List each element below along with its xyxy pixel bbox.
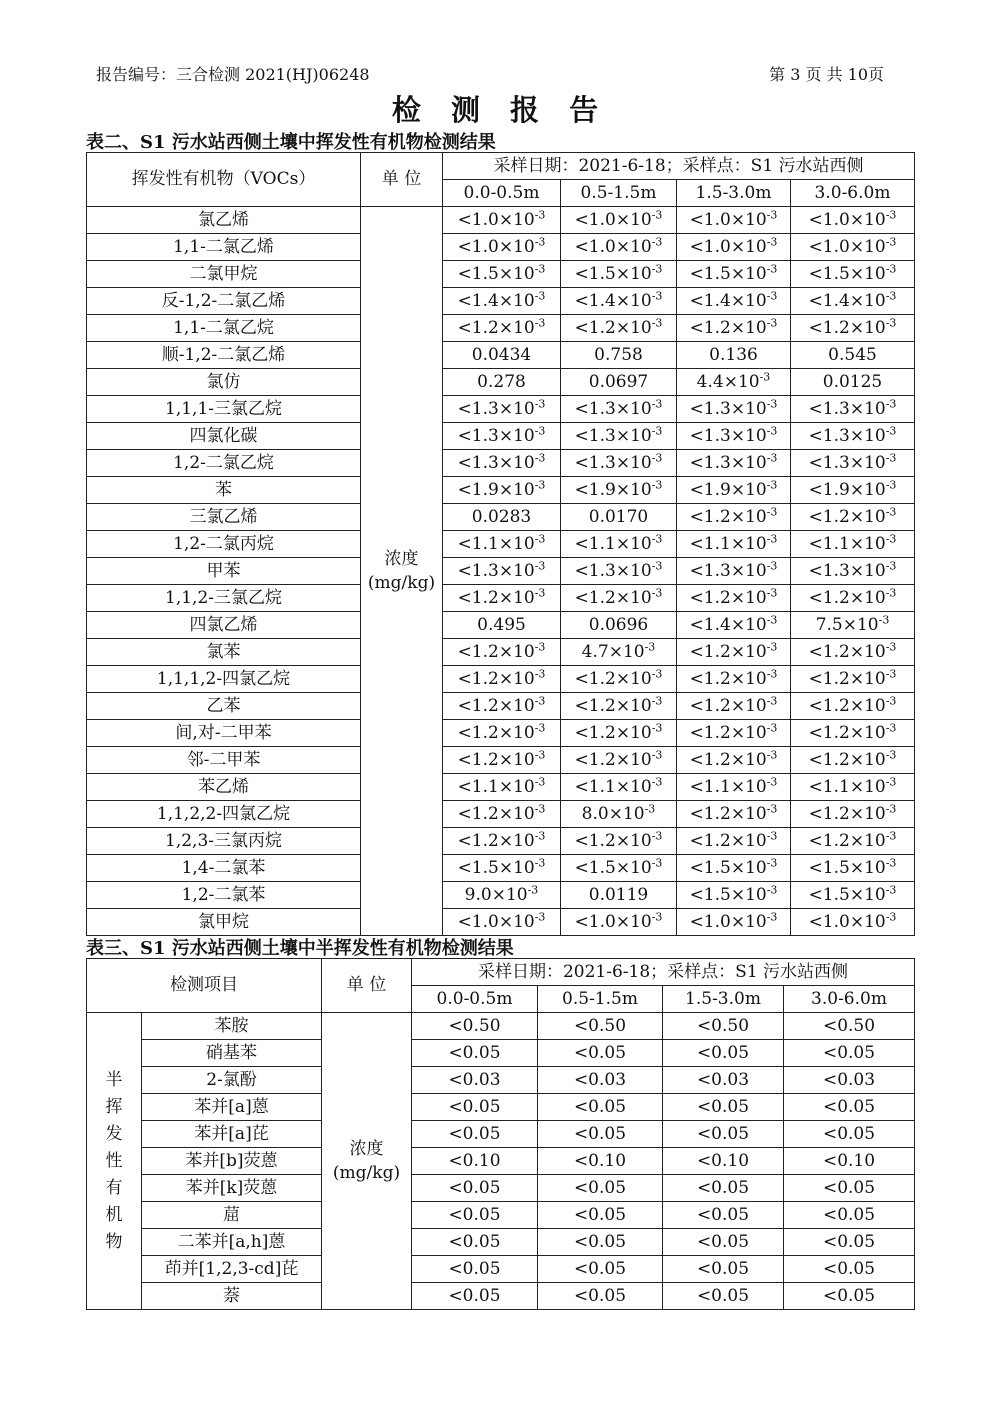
table-row (87, 585, 915, 612)
t2-value-cell: $<1.5\times 10^{-3}$ (443, 855, 561, 882)
t2-value-cell: $<1.0\times 10^{-3}$ (443, 909, 561, 936)
t2-value-cell: $<1.4\times 10^{-3}$ (677, 612, 791, 639)
table-row (87, 1094, 915, 1121)
t2-item-name: 甲苯 (87, 558, 361, 585)
t2-value-cell: $<1.2\times 10^{-3}$ (791, 639, 915, 666)
t2-sampling-header: 采样日期：2021-6-18；采样点：S1 污水站西侧 (443, 153, 915, 180)
t2-value-cell: 0.0119 (561, 882, 677, 909)
t2-value-cell: $<1.2\times 10^{-3}$ (677, 639, 791, 666)
t2-item-name: 三氯乙烯 (87, 504, 361, 531)
t2-value-cell: $<1.1\times 10^{-3}$ (561, 531, 677, 558)
t3-item-name: 䓛 (142, 1202, 322, 1229)
table-row (87, 855, 915, 882)
t2-value-cell: $<1.5\times 10^{-3}$ (677, 261, 791, 288)
t3-value-cell: <0.05 (784, 1256, 915, 1283)
t2-value-cell: $<1.0\times 10^{-3}$ (561, 207, 677, 234)
t2-value-cell: $<1.9\times 10^{-3}$ (791, 477, 915, 504)
t3-value-cell: <0.05 (784, 1202, 915, 1229)
t2-value-cell: $<1.3\times 10^{-3}$ (561, 396, 677, 423)
t2-value-cell: 0.495 (443, 612, 561, 639)
t2-value-cell: $<1.3\times 10^{-3}$ (791, 396, 915, 423)
t2-value-cell: $<1.9\times 10^{-3}$ (561, 477, 677, 504)
table-row (87, 1256, 915, 1283)
table-row (87, 693, 915, 720)
t2-value-cell: $<1.2\times 10^{-3}$ (791, 747, 915, 774)
t2-value-cell: $<1.2\times 10^{-3}$ (561, 828, 677, 855)
t3-value-cell: <0.50 (663, 1013, 784, 1040)
t2-value-cell: $<1.2\times 10^{-3}$ (561, 315, 677, 342)
t2-value-cell: $<1.0\times 10^{-3}$ (561, 909, 677, 936)
table-row (87, 558, 915, 585)
t2-value-cell: $<1.5\times 10^{-3}$ (791, 261, 915, 288)
t2-value-cell: $<1.3\times 10^{-3}$ (677, 450, 791, 477)
table-row (87, 1121, 915, 1148)
t2-value-cell: $<1.3\times 10^{-3}$ (791, 558, 915, 585)
t2-item-name: 二氯甲烷 (87, 261, 361, 288)
t3-value-cell: <0.03 (784, 1067, 915, 1094)
t3-item-name: 二苯并[a,h]蒽 (142, 1229, 322, 1256)
t2-value-cell: $<1.1\times 10^{-3}$ (791, 774, 915, 801)
t2-value-cell: $<1.3\times 10^{-3}$ (561, 423, 677, 450)
table-row (87, 1283, 915, 1310)
t2-value-cell: $<1.3\times 10^{-3}$ (561, 450, 677, 477)
voc-results-table (86, 152, 915, 936)
t2-value-cell: $<1.2\times 10^{-3}$ (677, 828, 791, 855)
t2-value-cell: $<1.2\times 10^{-3}$ (677, 315, 791, 342)
t2-item-name: 苯 (87, 477, 361, 504)
t3-value-cell: <0.05 (538, 1283, 663, 1310)
table-row (87, 1202, 915, 1229)
t2-value-cell: $<1.0\times 10^{-3}$ (561, 234, 677, 261)
t2-item-name: 邻-二甲苯 (87, 747, 361, 774)
t2-value-cell: $<1.2\times 10^{-3}$ (443, 639, 561, 666)
t2-value-cell: $<1.3\times 10^{-3}$ (791, 450, 915, 477)
table-row (87, 423, 915, 450)
table3-caption: 表三、S1 污水站西侧土壤中半挥发性有机物检测结果 (86, 938, 514, 959)
t3-value-cell: <0.05 (412, 1121, 538, 1148)
table-row (87, 612, 915, 639)
t2-item-name: 1,1-二氯乙烯 (87, 234, 361, 261)
t2-depth-header: 1.5-3.0m (677, 180, 791, 207)
t2-value-cell: $<1.2\times 10^{-3}$ (677, 801, 791, 828)
t2-value-cell: $<1.2\times 10^{-3}$ (677, 504, 791, 531)
t3-sampling-header: 采样日期：2021-6-18；采样点：S1 污水站西侧 (412, 959, 915, 986)
t3-value-cell: <0.05 (538, 1256, 663, 1283)
svoc-results-table (86, 958, 915, 1310)
table-row (87, 1013, 915, 1040)
table2-caption: 表二、S1 污水站西侧土壤中挥发性有机物检测结果 (86, 132, 496, 153)
t3-value-cell: <0.03 (663, 1067, 784, 1094)
t2-value-cell: $<1.5\times 10^{-3}$ (791, 882, 915, 909)
t2-value-cell: $<1.0\times 10^{-3}$ (443, 234, 561, 261)
t3-item-name: 苯并[k]荧蒽 (142, 1175, 322, 1202)
t2-item-name: 反-1,2-二氯乙烯 (87, 288, 361, 315)
t2-item-name: 1,2-二氯苯 (87, 882, 361, 909)
table-row (87, 450, 915, 477)
t2-value-cell: $<1.3\times 10^{-3}$ (791, 423, 915, 450)
t3-value-cell: <0.05 (784, 1229, 915, 1256)
t2-value-cell: $<1.0\times 10^{-3}$ (443, 207, 561, 234)
t2-item-name: 1,2-二氯乙烷 (87, 450, 361, 477)
t2-value-cell: $<1.2\times 10^{-3}$ (791, 801, 915, 828)
t2-item-name: 1,1,1-三氯乙烷 (87, 396, 361, 423)
t3-item-name: 苯并[b]荧蒽 (142, 1148, 322, 1175)
t3-value-cell: <0.03 (538, 1067, 663, 1094)
table-row (87, 504, 915, 531)
t2-value-cell: $<1.2\times 10^{-3}$ (791, 720, 915, 747)
t2-value-cell: $8.0\times 10^{-3}$ (561, 801, 677, 828)
t2-value-cell: $<1.2\times 10^{-3}$ (677, 747, 791, 774)
t3-value-cell: <0.05 (663, 1283, 784, 1310)
t2-item-name: 1,1-二氯乙烷 (87, 315, 361, 342)
t2-value-cell: $<1.1\times 10^{-3}$ (677, 531, 791, 558)
t2-value-cell: $<1.0\times 10^{-3}$ (791, 909, 915, 936)
t2-value-cell: $<1.9\times 10^{-3}$ (677, 477, 791, 504)
t2-item-name: 1,2,3-三氯丙烷 (87, 828, 361, 855)
t3-unit-cell: 浓度 (mg/kg) (322, 1013, 412, 1310)
t2-value-cell: $<1.2\times 10^{-3}$ (791, 693, 915, 720)
t2-col-item-header: 挥发性有机物（VOCs） (87, 153, 361, 207)
t2-item-name: 氯甲烷 (87, 909, 361, 936)
t2-value-cell: $<1.2\times 10^{-3}$ (443, 720, 561, 747)
t2-value-cell: $<1.2\times 10^{-3}$ (791, 666, 915, 693)
table-row (87, 774, 915, 801)
t2-value-cell: $<1.2\times 10^{-3}$ (443, 801, 561, 828)
table-row (87, 288, 915, 315)
t2-item-name: 1,2-二氯丙烷 (87, 531, 361, 558)
table-row (87, 396, 915, 423)
t3-depth-header: 3.0-6.0m (784, 986, 915, 1013)
table-row (87, 1040, 915, 1067)
t3-value-cell: <0.05 (538, 1040, 663, 1067)
t3-value-cell: <0.05 (784, 1175, 915, 1202)
t2-value-cell: $<1.2\times 10^{-3}$ (561, 747, 677, 774)
t2-value-cell: 0.0283 (443, 504, 561, 531)
t2-value-cell: $<1.3\times 10^{-3}$ (677, 558, 791, 585)
t2-value-cell: 0.0697 (561, 369, 677, 396)
t2-value-cell: $<1.5\times 10^{-3}$ (443, 261, 561, 288)
t3-value-cell: <0.05 (663, 1040, 784, 1067)
t2-item-name: 1,4-二氯苯 (87, 855, 361, 882)
t2-value-cell: $<1.5\times 10^{-3}$ (791, 855, 915, 882)
t2-value-cell: $<1.3\times 10^{-3}$ (443, 558, 561, 585)
t2-value-cell: $<1.5\times 10^{-3}$ (677, 855, 791, 882)
t2-depth-header: 0.0-0.5m (443, 180, 561, 207)
t3-value-cell: <0.05 (784, 1094, 915, 1121)
t3-item-name: 硝基苯 (142, 1040, 322, 1067)
t3-value-cell: <0.05 (663, 1121, 784, 1148)
t2-item-name: 氯乙烯 (87, 207, 361, 234)
t2-value-cell: $<1.3\times 10^{-3}$ (443, 423, 561, 450)
t3-value-cell: <0.10 (784, 1148, 915, 1175)
t2-value-cell: $9.0\times 10^{-3}$ (443, 882, 561, 909)
t2-item-name: 苯乙烯 (87, 774, 361, 801)
t2-item-name: 1,1,2-三氯乙烷 (87, 585, 361, 612)
t3-value-cell: <0.10 (412, 1148, 538, 1175)
t2-value-cell: $<1.2\times 10^{-3}$ (443, 693, 561, 720)
t3-item-name: 茚并[1,2,3-cd]芘 (142, 1256, 322, 1283)
t3-col-item-header: 检测项目 (87, 959, 322, 1013)
table-row (87, 801, 915, 828)
t3-value-cell: <0.05 (663, 1094, 784, 1121)
t2-value-cell: $<1.3\times 10^{-3}$ (443, 396, 561, 423)
t2-value-cell: $<1.2\times 10^{-3}$ (677, 693, 791, 720)
t2-value-cell: $4.4\times 10^{-3}$ (677, 369, 791, 396)
t2-item-name: 四氯乙烯 (87, 612, 361, 639)
t2-unit-cell: 浓度 (mg/kg) (361, 207, 443, 936)
table-row (87, 234, 915, 261)
t2-value-cell: 0.0170 (561, 504, 677, 531)
t3-item-name: 2-氯酚 (142, 1067, 322, 1094)
t2-value-cell: $<1.2\times 10^{-3}$ (443, 828, 561, 855)
t2-item-name: 1,1,2,2-四氯乙烷 (87, 801, 361, 828)
t2-value-cell: $7.5\times 10^{-3}$ (791, 612, 915, 639)
t2-value-cell: $<1.3\times 10^{-3}$ (561, 558, 677, 585)
t2-value-cell: $<1.4\times 10^{-3}$ (443, 288, 561, 315)
t2-value-cell: 0.0696 (561, 612, 677, 639)
t2-value-cell: $<1.0\times 10^{-3}$ (677, 207, 791, 234)
t2-value-cell: $<1.5\times 10^{-3}$ (561, 855, 677, 882)
t2-value-cell: $<1.2\times 10^{-3}$ (791, 315, 915, 342)
t2-value-cell: $<1.1\times 10^{-3}$ (443, 774, 561, 801)
table-row (87, 1175, 915, 1202)
t3-value-cell: <0.10 (538, 1148, 663, 1175)
report-number: 报告编号：三合检测 2021(HJ)06248 (96, 65, 370, 84)
t2-value-cell: $<1.5\times 10^{-3}$ (677, 882, 791, 909)
t3-item-name: 萘 (142, 1283, 322, 1310)
t2-value-cell: $<1.2\times 10^{-3}$ (443, 747, 561, 774)
t2-value-cell: $<1.2\times 10^{-3}$ (677, 720, 791, 747)
t3-value-cell: <0.05 (412, 1256, 538, 1283)
t2-value-cell: $<1.9\times 10^{-3}$ (443, 477, 561, 504)
t2-depth-header: 0.5-1.5m (561, 180, 677, 207)
t3-col-unit-header: 单 位 (322, 959, 412, 1013)
t2-item-name: 间,对-二甲苯 (87, 720, 361, 747)
t3-value-cell: <0.05 (412, 1175, 538, 1202)
t2-value-cell: $<1.1\times 10^{-3}$ (561, 774, 677, 801)
t3-value-cell: <0.05 (538, 1121, 663, 1148)
t2-value-cell: $<1.2\times 10^{-3}$ (443, 585, 561, 612)
t3-item-name: 苯并[a]蒽 (142, 1094, 322, 1121)
t3-value-cell: <0.10 (663, 1148, 784, 1175)
t3-depth-header: 0.5-1.5m (538, 986, 663, 1013)
t2-value-cell: $<1.4\times 10^{-3}$ (561, 288, 677, 315)
t3-value-cell: <0.05 (412, 1229, 538, 1256)
t2-value-cell: $<1.2\times 10^{-3}$ (677, 666, 791, 693)
t2-col-unit-header: 单 位 (361, 153, 443, 207)
t2-value-cell: 0.0434 (443, 342, 561, 369)
t2-value-cell: $<1.5\times 10^{-3}$ (561, 261, 677, 288)
t3-value-cell: <0.03 (412, 1067, 538, 1094)
table-row (87, 1148, 915, 1175)
t2-value-cell: $<1.2\times 10^{-3}$ (791, 828, 915, 855)
t2-item-name: 乙苯 (87, 693, 361, 720)
t3-value-cell: <0.05 (784, 1283, 915, 1310)
t2-value-cell: $<1.2\times 10^{-3}$ (561, 693, 677, 720)
t3-value-cell: <0.05 (412, 1094, 538, 1121)
table-row (87, 477, 915, 504)
t3-value-cell: <0.05 (538, 1094, 663, 1121)
table-row (87, 882, 915, 909)
table-row (87, 369, 915, 396)
t2-value-cell: $<1.2\times 10^{-3}$ (561, 585, 677, 612)
t3-category-cell: 半 挥 发 性 有 机 物 (87, 1013, 142, 1310)
t3-value-cell: <0.05 (784, 1121, 915, 1148)
t3-value-cell: <0.05 (412, 1040, 538, 1067)
t2-value-cell: $<1.2\times 10^{-3}$ (791, 504, 915, 531)
t3-item-name: 苯胺 (142, 1013, 322, 1040)
t2-item-name: 四氯化碳 (87, 423, 361, 450)
t2-value-cell: $<1.2\times 10^{-3}$ (443, 666, 561, 693)
t2-item-name: 1,1,1,2-四氯乙烷 (87, 666, 361, 693)
t3-value-cell: <0.50 (538, 1013, 663, 1040)
t2-value-cell: 0.136 (677, 342, 791, 369)
t2-value-cell: $<1.2\times 10^{-3}$ (791, 585, 915, 612)
t3-value-cell: <0.05 (412, 1283, 538, 1310)
t2-value-cell: $<1.3\times 10^{-3}$ (677, 396, 791, 423)
t2-value-cell: 0.758 (561, 342, 677, 369)
t2-value-cell: $<1.0\times 10^{-3}$ (791, 207, 915, 234)
table-row (87, 1067, 915, 1094)
t2-value-cell: 0.278 (443, 369, 561, 396)
t2-value-cell: $<1.2\times 10^{-3}$ (443, 315, 561, 342)
t3-value-cell: <0.05 (663, 1256, 784, 1283)
table-row (87, 531, 915, 558)
t3-value-cell: <0.05 (784, 1040, 915, 1067)
t2-value-cell: $<1.4\times 10^{-3}$ (677, 288, 791, 315)
t2-depth-header: 3.0-6.0m (791, 180, 915, 207)
t2-value-cell: $<1.2\times 10^{-3}$ (677, 585, 791, 612)
t3-value-cell: <0.05 (663, 1175, 784, 1202)
table-row (87, 747, 915, 774)
t3-value-cell: <0.05 (663, 1202, 784, 1229)
t3-value-cell: <0.05 (663, 1229, 784, 1256)
table-row (87, 207, 915, 234)
t2-item-name: 顺-1,2-二氯乙烯 (87, 342, 361, 369)
t3-value-cell: <0.50 (784, 1013, 915, 1040)
t2-value-cell: $<1.3\times 10^{-3}$ (443, 450, 561, 477)
t3-value-cell: <0.50 (412, 1013, 538, 1040)
t3-value-cell: <0.05 (538, 1229, 663, 1256)
t2-value-cell: $<1.1\times 10^{-3}$ (677, 774, 791, 801)
table-row (87, 639, 915, 666)
t3-item-name: 苯并[a]芘 (142, 1121, 322, 1148)
t2-value-cell: $<1.1\times 10^{-3}$ (443, 531, 561, 558)
t2-value-cell: $<1.0\times 10^{-3}$ (791, 234, 915, 261)
t3-value-cell: <0.05 (538, 1175, 663, 1202)
t3-value-cell: <0.05 (538, 1202, 663, 1229)
t2-value-cell: $<1.3\times 10^{-3}$ (677, 423, 791, 450)
t2-value-cell: 0.545 (791, 342, 915, 369)
t3-depth-header: 0.0-0.5m (412, 986, 538, 1013)
table-row (87, 1229, 915, 1256)
t2-value-cell: $<1.0\times 10^{-3}$ (677, 909, 791, 936)
t3-value-cell: <0.05 (412, 1202, 538, 1229)
t2-value-cell: $<1.2\times 10^{-3}$ (561, 720, 677, 747)
table-row (87, 342, 915, 369)
page-number: 第 3 页 共 10页 (769, 65, 884, 84)
table-row (87, 720, 915, 747)
t3-depth-header: 1.5-3.0m (663, 986, 784, 1013)
table-row (87, 666, 915, 693)
report-title: 检 测 报 告 (391, 93, 609, 127)
t2-value-cell: $<1.4\times 10^{-3}$ (791, 288, 915, 315)
table-row (87, 828, 915, 855)
t2-value-cell: 0.0125 (791, 369, 915, 396)
table-row (87, 261, 915, 288)
t2-item-name: 氯仿 (87, 369, 361, 396)
t2-value-cell: $<1.1\times 10^{-3}$ (791, 531, 915, 558)
table-row (87, 909, 915, 936)
t2-value-cell: $<1.2\times 10^{-3}$ (561, 666, 677, 693)
t2-item-name: 氯苯 (87, 639, 361, 666)
t2-value-cell: $<1.0\times 10^{-3}$ (677, 234, 791, 261)
t2-value-cell: $4.7\times 10^{-3}$ (561, 639, 677, 666)
table-row (87, 315, 915, 342)
